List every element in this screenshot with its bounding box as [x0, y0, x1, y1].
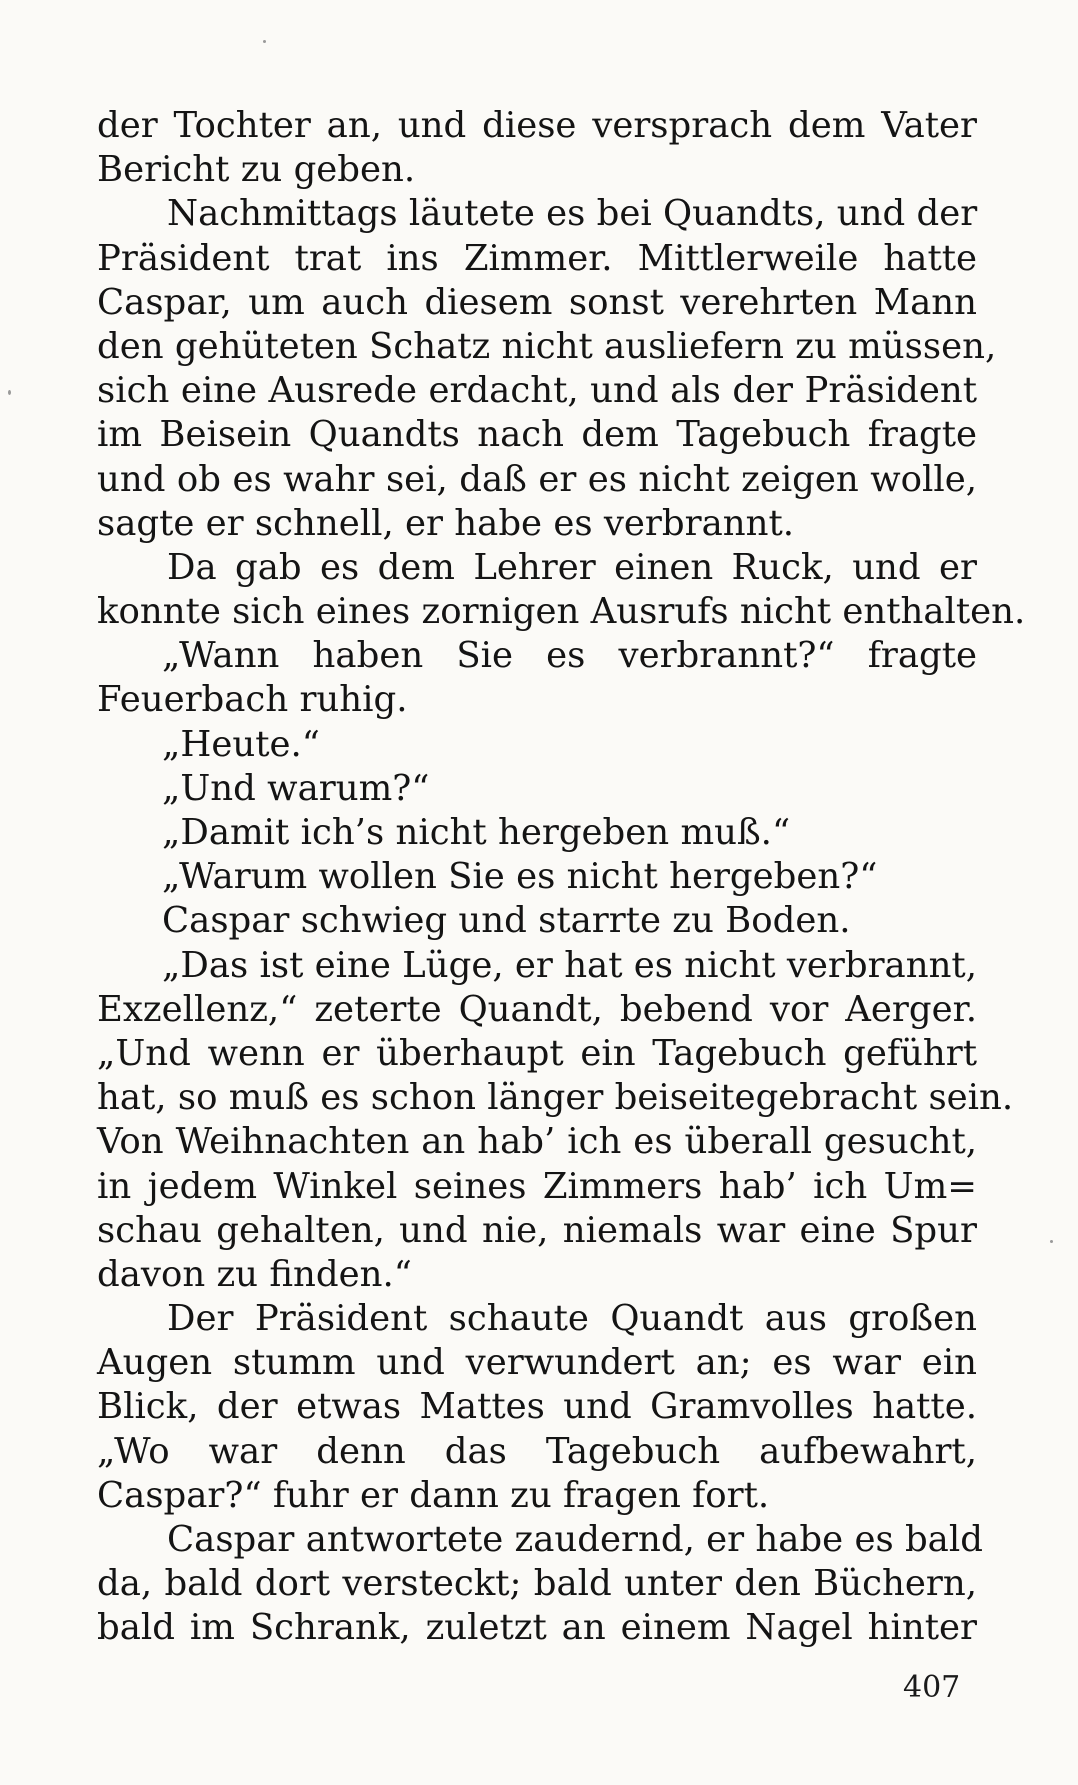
- text-line: Bericht zu geben.: [97, 149, 416, 191]
- text-line: Blick, der etwas Mattes und Gramvolles hatte.: [97, 1386, 977, 1428]
- text-line: in jedem Winkel seines Zimmers hab’ ich Um=: [97, 1165, 977, 1207]
- text-line: „Das ist eine Lüge, er hat es nicht verbrannt,: [162, 944, 977, 986]
- text-line: konnte sich eines zornigen Ausrufs nicht enthalten.: [97, 591, 1026, 633]
- page-number: 407: [903, 1670, 961, 1705]
- text-line: schau gehalten, und nie, niemals war eine Spur: [97, 1209, 977, 1251]
- text-line: Caspar schwieg und starrte zu Boden.: [162, 900, 851, 942]
- text-line: Exzellenz,“ zeterte Quandt, bebend vor Aerger.: [97, 988, 977, 1030]
- text-line: Caspar, um auch diesem sonst verehrten Mann: [97, 281, 977, 323]
- text-line: Präsident trat ins Zimmer. Mittlerweile hatte: [97, 237, 977, 279]
- text-line: bald im Schrank, zuletzt an einem Nagel hinter: [97, 1607, 977, 1649]
- text-line: „Und warum?“: [162, 767, 430, 809]
- text-line: „Warum wollen Sie es nicht hergeben?“: [162, 856, 878, 898]
- paper-speck: [263, 40, 266, 43]
- text-line: „Wann haben Sie es verbrannt?“ fragte: [162, 635, 977, 677]
- text-line: Von Weihnachten an hab’ ich es überall gesucht,: [97, 1121, 977, 1163]
- text-line: Augen stumm und verwundert an; es war ein: [97, 1342, 977, 1384]
- text-line: „Heute.“: [162, 723, 320, 765]
- text-line: sich eine Ausrede erdacht, und als der Präsident: [97, 370, 977, 412]
- text-line: „Wo war denn das Tagebuch aufbewahrt,: [97, 1430, 977, 1472]
- text-line: Caspar antwortete zaudernd, er habe es bald: [167, 1519, 983, 1560]
- text-line: der Tochter an, und diese versprach dem Vater: [97, 105, 977, 146]
- text-line: da, bald dort versteckt; bald unter den Büchern,: [97, 1563, 977, 1605]
- paper-speck: [1050, 1240, 1053, 1243]
- text-line: Nachmittags läutete es bei Quandts, und der: [167, 193, 978, 235]
- text-line: sagte er schnell, er habe es verbrannt.: [97, 502, 795, 544]
- text-line: hat, so muß es schon länger beiseitegebracht sein.: [97, 1077, 1014, 1119]
- text-line: Caspar?“ fuhr er dann zu fragen fort.: [97, 1474, 770, 1516]
- text-line: davon zu finden.“: [97, 1253, 412, 1295]
- text-line: im Beisein Quandts nach dem Tagebuch fragte: [97, 414, 977, 456]
- body-text: [97, 104, 1026, 1651]
- text-line: Der Präsident schaute Quandt aus großen: [167, 1298, 977, 1340]
- paper-speck: [8, 390, 11, 395]
- text-line: „Damit ich’s nicht hergeben muß.“: [162, 812, 791, 853]
- text-line: und ob es wahr sei, daß er es nicht zeigen wolle,: [97, 458, 977, 500]
- text-line: den gehüteten Schatz nicht ausliefern zu müssen,: [97, 325, 997, 367]
- text-line: Da gab es dem Lehrer einen Ruck, und er: [167, 546, 977, 588]
- text-line: Feuerbach ruhig.: [97, 679, 408, 721]
- text-line: „Und wenn er überhaupt ein Tagebuch geführt: [97, 1032, 977, 1074]
